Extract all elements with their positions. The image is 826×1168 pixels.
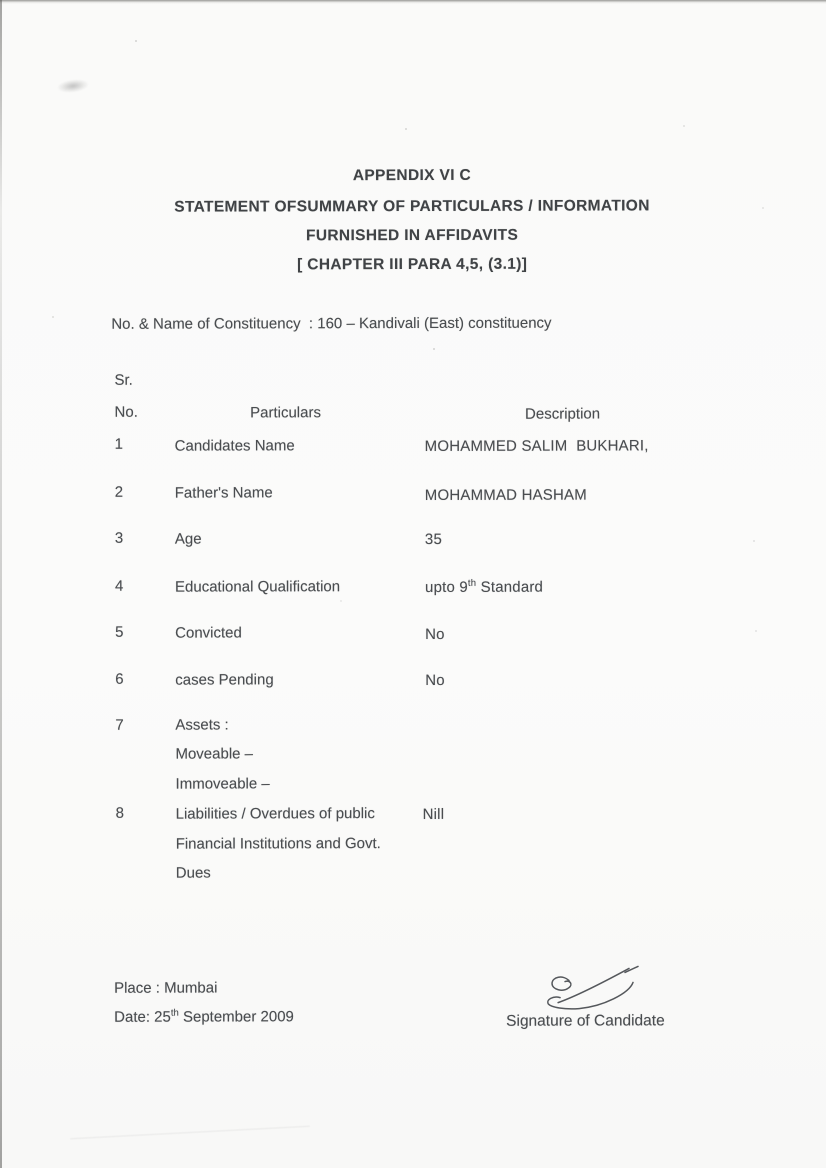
- date-text: Date: 25: [114, 1008, 171, 1026]
- table-cell-no: 7: [115, 716, 124, 734]
- table-cell-description: 35: [424, 530, 442, 548]
- heading-chapter: [ CHAPTER III PARA 4,5, (3.1)]: [297, 255, 528, 274]
- table-cell-particulars: cases Pending: [175, 671, 274, 689]
- table-cell-description: Nill: [422, 805, 445, 823]
- table-cell-no: 6: [115, 670, 124, 688]
- table-cell-particulars-line1: Liabilities / Overdues of public: [175, 805, 375, 823]
- description-text: upto 9: [424, 578, 468, 596]
- heading-statement: STATEMENT OFSUMMARY OF PARTICULARS / INFORMATION: [174, 197, 650, 216]
- table-header-sr: Sr.: [114, 371, 133, 389]
- table-cell-particulars-line3: Dues: [175, 864, 211, 882]
- table-cell-particulars-line3: Immoveable –: [175, 775, 270, 793]
- table-cell-particulars: Age: [174, 530, 202, 548]
- signature-scribble-icon: [535, 961, 651, 1017]
- table-cell-description: MOHAMMED SALIM BUKHARI,: [424, 437, 649, 455]
- constituency-line: No. & Name of Constituency : 160 – Kandivali (East) constituency: [111, 314, 552, 333]
- date-line: [114, 1008, 294, 1025]
- date-text: September 2009: [178, 1008, 294, 1026]
- table-cell-no: 1: [114, 435, 123, 453]
- table-cell-description: No: [425, 625, 445, 643]
- table-cell-no: 3: [114, 529, 124, 547]
- table-cell-particulars-line2: Financial Institutions and Govt.: [175, 835, 381, 853]
- description-superscript: th: [467, 577, 477, 589]
- table-cell-particulars-line1: Assets :: [175, 716, 229, 734]
- table-cell-no: 4: [114, 577, 124, 595]
- table-cell-particulars: Convicted: [175, 624, 242, 642]
- table-header-no: No.: [114, 403, 138, 421]
- table-header-description: Description: [525, 405, 601, 423]
- date-superscript: th: [170, 1007, 179, 1019]
- table-cell-particulars-line2: Moveable –: [175, 745, 254, 763]
- table-header-particulars: Particulars: [250, 404, 321, 422]
- table-cell-no: 2: [114, 483, 124, 501]
- table-cell-description: MOHAMMAD HASHAM: [424, 486, 587, 504]
- place-line: Place : Mumbai: [114, 979, 218, 997]
- heading-appendix: APPENDIX VI C: [352, 166, 472, 185]
- table-cell-particulars: Father's Name: [174, 484, 273, 502]
- table-cell-particulars: Candidates Name: [174, 437, 295, 455]
- table-cell-no: 8: [115, 804, 124, 822]
- signature-label: Signature of Candidate: [506, 1012, 665, 1030]
- table-cell-description: No: [425, 671, 445, 689]
- table-cell-particulars: Educational Qualification: [174, 578, 341, 596]
- table-cell-description: [425, 579, 543, 596]
- description-text: Standard: [476, 578, 544, 596]
- table-cell-no: 5: [115, 623, 124, 641]
- heading-furnished: FURNISHED IN AFFIDAVITS: [305, 226, 519, 245]
